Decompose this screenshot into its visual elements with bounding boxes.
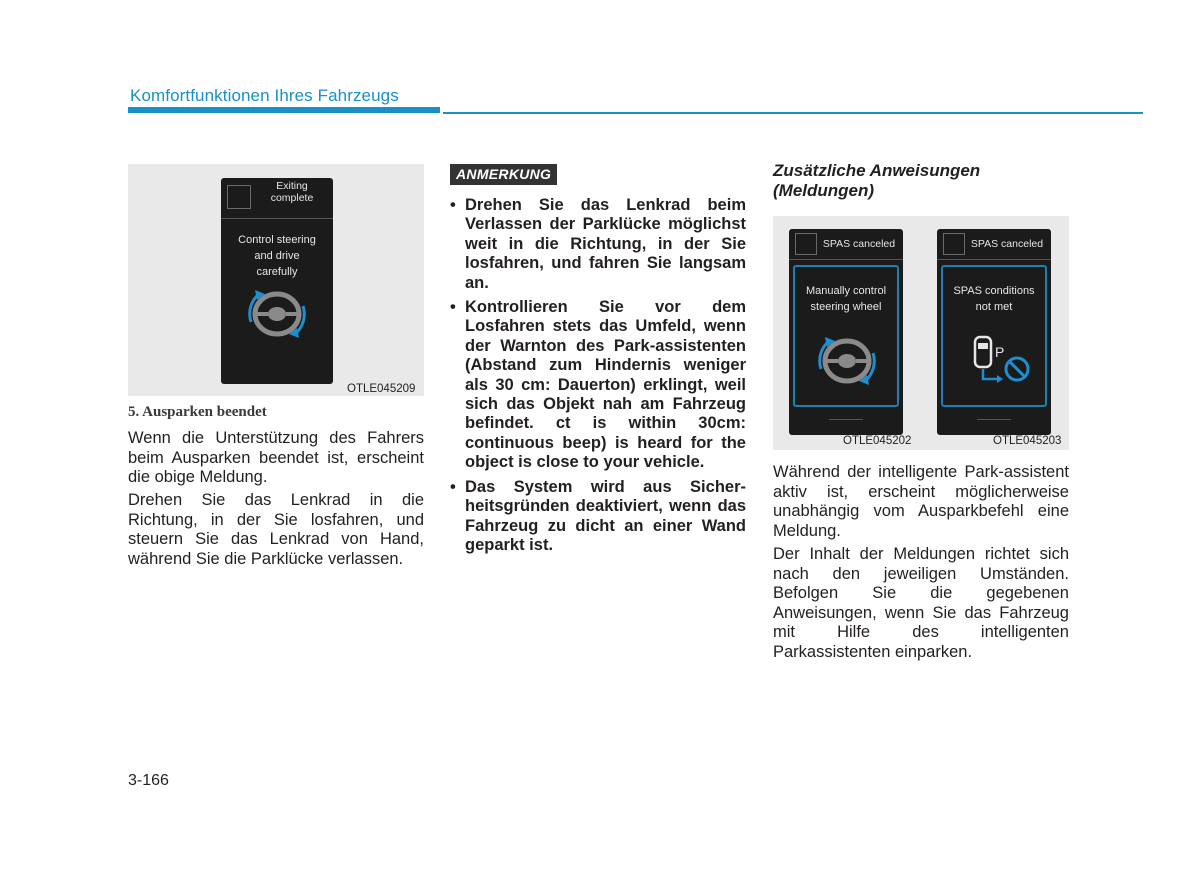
page-number: 3-166 xyxy=(128,772,169,789)
screen-message-frame xyxy=(793,265,899,407)
subsection-heading: 5. Ausparken beendet xyxy=(128,404,267,420)
screen-icon-box xyxy=(795,233,817,255)
screen-top-bar xyxy=(221,178,333,219)
list-item: • Drehen Sie das Lenkrad beim Verlassen der Parklücke möglichst weit in die Richtung, in der Sie losfahren, und fahren Sie langsam an. xyxy=(448,196,746,293)
figure-caption: OTLE045203 xyxy=(993,435,1062,447)
steering-wheel-icon xyxy=(241,284,313,344)
cluster-screen xyxy=(221,178,333,384)
paragraph: Der Inhalt der Meldungen richtet sich nach den jeweiligen Umständen. Befolgen Sie die gegebenen Anweisungen, wenn Sie das Fahrzeug mit Hilfe des intelligenten Parkassistenten einparken. xyxy=(773,545,1069,661)
paragraph: Wenn die Unterstützung des Fahrers beim Ausparken beendet ist, erscheint die obige Meldung. xyxy=(128,429,424,486)
screen-message: Control steering and drive carefully xyxy=(238,234,316,278)
screen-divider xyxy=(977,419,1011,420)
screen-message-frame xyxy=(941,265,1047,407)
header-rule-thin xyxy=(443,112,1143,114)
cluster-screen xyxy=(937,229,1051,435)
screen-top-bar xyxy=(789,229,903,260)
figure-caption: OTLE045202 xyxy=(843,435,912,447)
list-item: • Kontrollieren Sie vor dem Losfahren stets das Umfeld, wenn der Warnton des Park-assistenten (Abstand zum Hindernis weniger als 30 cm: Dauerton) erklingt, weil sich das Objekt nah am Fahrzeug befindet. ct is within 30cm: continuous beep) is heard for the object is close to your vehicle. xyxy=(448,298,746,473)
paragraph: Während der intelligente Park-assistent aktiv ist, erscheint möglicherweise unabhängig vom Ausparkbefehl eine Meldung. xyxy=(773,463,1069,540)
paragraph: Drehen Sie das Lenkrad in die Richtung, in der Sie losfahren, und steuern Sie das Lenkrad von Hand, während Sie die Parklücke verlassen. xyxy=(128,491,424,568)
screen-status-label: SPAS canceled xyxy=(970,238,1044,250)
parking-letter: P xyxy=(995,344,1005,360)
screen-icon-box xyxy=(943,233,965,255)
figure-spas-messages xyxy=(773,216,1069,450)
note-label: ANMERKUNG xyxy=(450,164,557,185)
screen-status-label: Exiting complete xyxy=(270,180,314,204)
screen-message: SPAS conditions not met xyxy=(953,285,1035,313)
car-parking-prohibited-icon xyxy=(965,335,1035,391)
screen-top-bar xyxy=(937,229,1051,260)
screen-message: Manually control steering wheel xyxy=(805,285,887,313)
section-title: Komfortfunktionen Ihres Fahrzeugs xyxy=(130,86,399,105)
steering-wheel-icon xyxy=(811,331,883,391)
figure-exiting-complete xyxy=(128,164,424,396)
screen-divider xyxy=(829,419,863,420)
screen-status-label: SPAS canceled xyxy=(822,238,896,250)
note-bullet-list xyxy=(448,196,746,560)
screen-icon-box xyxy=(227,185,251,209)
list-item: • Das System wird aus Sicher-heitsgründen deaktiviert, wenn das Fahrzeug zu dicht an einer Wand geparkt ist. xyxy=(448,478,746,556)
section-heading: Zusätzliche Anweisungen (Meldungen) xyxy=(773,161,981,200)
figure-caption: OTLE045209 xyxy=(347,383,416,395)
cluster-screen xyxy=(789,229,903,435)
header-rule-thick xyxy=(128,107,440,113)
